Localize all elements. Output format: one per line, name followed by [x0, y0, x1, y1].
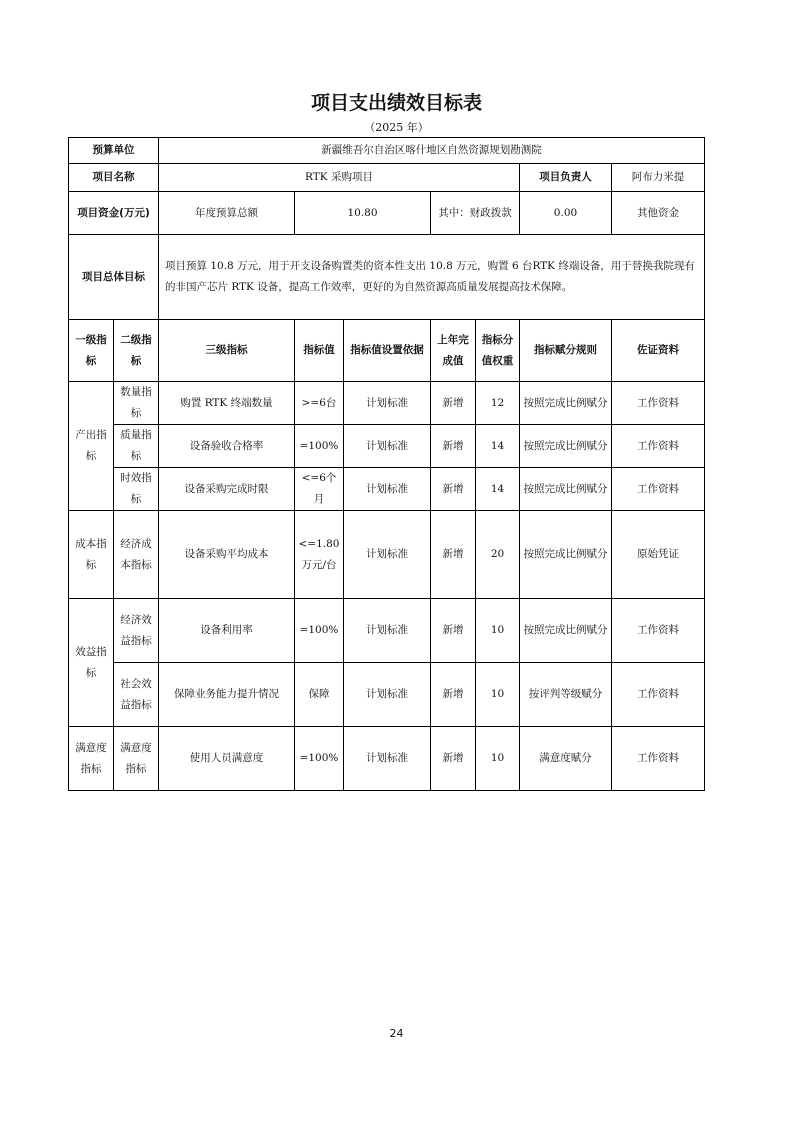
basis-cell: 计划标准	[344, 663, 431, 727]
project-leader-value: 阿布力米提	[612, 164, 705, 192]
rule-cell: 按照完成比例赋分	[520, 425, 612, 468]
level2-cell: 质量指标	[114, 425, 159, 468]
annual-budget-label: 年度预算总额	[159, 192, 295, 235]
weight-cell: 10	[476, 663, 520, 727]
level3-cell: 保障业务能力提升情况	[159, 663, 295, 727]
last-year-cell: 新增	[431, 599, 476, 663]
header-evidence: 佐证资料	[612, 320, 705, 382]
level1-benefit: 效益指标	[69, 599, 114, 727]
header-level1: 一级指标	[69, 320, 114, 382]
annual-budget-value: 10.80	[295, 192, 431, 235]
budget-unit-value: 新疆维吾尔自治区喀什地区自然资源规划勘测院	[159, 138, 705, 164]
last-year-cell: 新增	[431, 727, 476, 791]
page-title: 项目支出绩效目标表	[310, 92, 482, 114]
level2-cell: 时效指标	[114, 468, 159, 511]
last-year-cell: 新增	[431, 663, 476, 727]
rule-cell: 按照完成比例赋分	[520, 468, 612, 511]
basis-cell: 计划标准	[344, 468, 431, 511]
table-row	[69, 468, 705, 511]
rule-cell: 满意度赋分	[520, 727, 612, 791]
rule-cell: 按照完成比例赋分	[520, 599, 612, 663]
weight-cell: 14	[476, 425, 520, 468]
level1-output: 产出指标	[69, 382, 114, 511]
evidence-cell: 工作资料	[612, 425, 705, 468]
weight-cell: 10	[476, 599, 520, 663]
level3-cell: 使用人员满意度	[159, 727, 295, 791]
weight-cell: 14	[476, 468, 520, 511]
level3-cell: 设备采购完成时限	[159, 468, 295, 511]
overall-goal-text: 项目预算 10.8 万元，用于开支设备购置类的资本性支出 10.8 万元，购置 6 台RTK 终端设备，用于替换我院现有的非国产芯片 RTK 设备，提高工作效率，更好的为自然资源高质量发展提高技术保障。	[159, 235, 705, 320]
last-year-cell: 新增	[431, 425, 476, 468]
last-year-cell: 新增	[431, 511, 476, 599]
header-level3: 三级指标	[159, 320, 295, 382]
project-funds-row	[69, 192, 705, 235]
level3-cell: 设备采购平均成本	[159, 511, 295, 599]
value-cell: >=6台	[295, 382, 344, 425]
table-row	[69, 382, 705, 425]
level1-cost: 成本指标	[69, 511, 114, 599]
basis-cell: 计划标准	[344, 382, 431, 425]
evidence-cell: 工作资料	[612, 382, 705, 425]
value-cell: =100%	[295, 599, 344, 663]
header-last-year: 上年完成值	[431, 320, 476, 382]
project-name-label: 项目名称	[69, 164, 159, 192]
fiscal-funds-label: 其中：财政拨款	[431, 192, 520, 235]
level1-satisfaction: 满意度指标	[69, 727, 114, 791]
weight-cell: 20	[476, 511, 520, 599]
basis-cell: 计划标准	[344, 511, 431, 599]
last-year-cell: 新增	[431, 382, 476, 425]
rule-cell: 按评判等级赋分	[520, 663, 612, 727]
level2-cell: 经济效益指标	[114, 599, 159, 663]
table-row	[69, 511, 705, 599]
budget-unit-row	[69, 138, 705, 164]
project-funds-label: 项目资金(万元)	[69, 192, 159, 235]
weight-cell: 10	[476, 727, 520, 791]
table-row	[69, 663, 705, 727]
value-cell: =100%	[295, 425, 344, 468]
evidence-cell: 工作资料	[612, 468, 705, 511]
evidence-cell: 原始凭证	[612, 511, 705, 599]
project-leader-label: 项目负责人	[520, 164, 612, 192]
evidence-cell: 工作资料	[612, 599, 705, 663]
header-basis: 指标值设置依据	[344, 320, 431, 382]
header-level2: 二级指标	[114, 320, 159, 382]
header-value: 指标值	[295, 320, 344, 382]
overall-goal-label: 项目总体目标	[69, 235, 159, 320]
header-scoring-rule: 指标赋分规则	[520, 320, 612, 382]
page-number: 24	[389, 1027, 404, 1040]
fiscal-funds-value: 0.00	[520, 192, 612, 235]
header-weight: 指标分值权重	[476, 320, 520, 382]
value-cell: <=1.80万元/台	[295, 511, 344, 599]
other-funds-label: 其他资金	[612, 192, 705, 235]
table-row	[69, 727, 705, 791]
weight-cell: 12	[476, 382, 520, 425]
budget-unit-label: 预算单位	[69, 138, 159, 164]
value-cell: 保障	[295, 663, 344, 727]
table-row	[69, 425, 705, 468]
value-cell: <=6个月	[295, 468, 344, 511]
value-cell: =100%	[295, 727, 344, 791]
rule-cell: 按照完成比例赋分	[520, 382, 612, 425]
evidence-cell: 工作资料	[612, 663, 705, 727]
last-year-cell: 新增	[431, 468, 476, 511]
level3-cell: 购置 RTK 终端数量	[159, 382, 295, 425]
table-row	[69, 599, 705, 663]
level3-cell: 设备验收合格率	[159, 425, 295, 468]
level2-cell: 社会效益指标	[114, 663, 159, 727]
level2-cell: 经济成本指标	[114, 511, 159, 599]
level2-cell: 满意度指标	[114, 727, 159, 791]
basis-cell: 计划标准	[344, 599, 431, 663]
table-header-row	[69, 320, 705, 382]
project-name-value: RTK 采购项目	[159, 164, 520, 192]
level2-cell: 数量指标	[114, 382, 159, 425]
evidence-cell: 工作资料	[612, 727, 705, 791]
performance-target-table	[68, 137, 705, 791]
basis-cell: 计划标准	[344, 727, 431, 791]
overall-goal-row	[69, 235, 705, 320]
level3-cell: 设备利用率	[159, 599, 295, 663]
project-name-row	[69, 164, 705, 192]
year-label: （2025 年）	[364, 121, 429, 134]
rule-cell: 按照完成比例赋分	[520, 511, 612, 599]
basis-cell: 计划标准	[344, 425, 431, 468]
